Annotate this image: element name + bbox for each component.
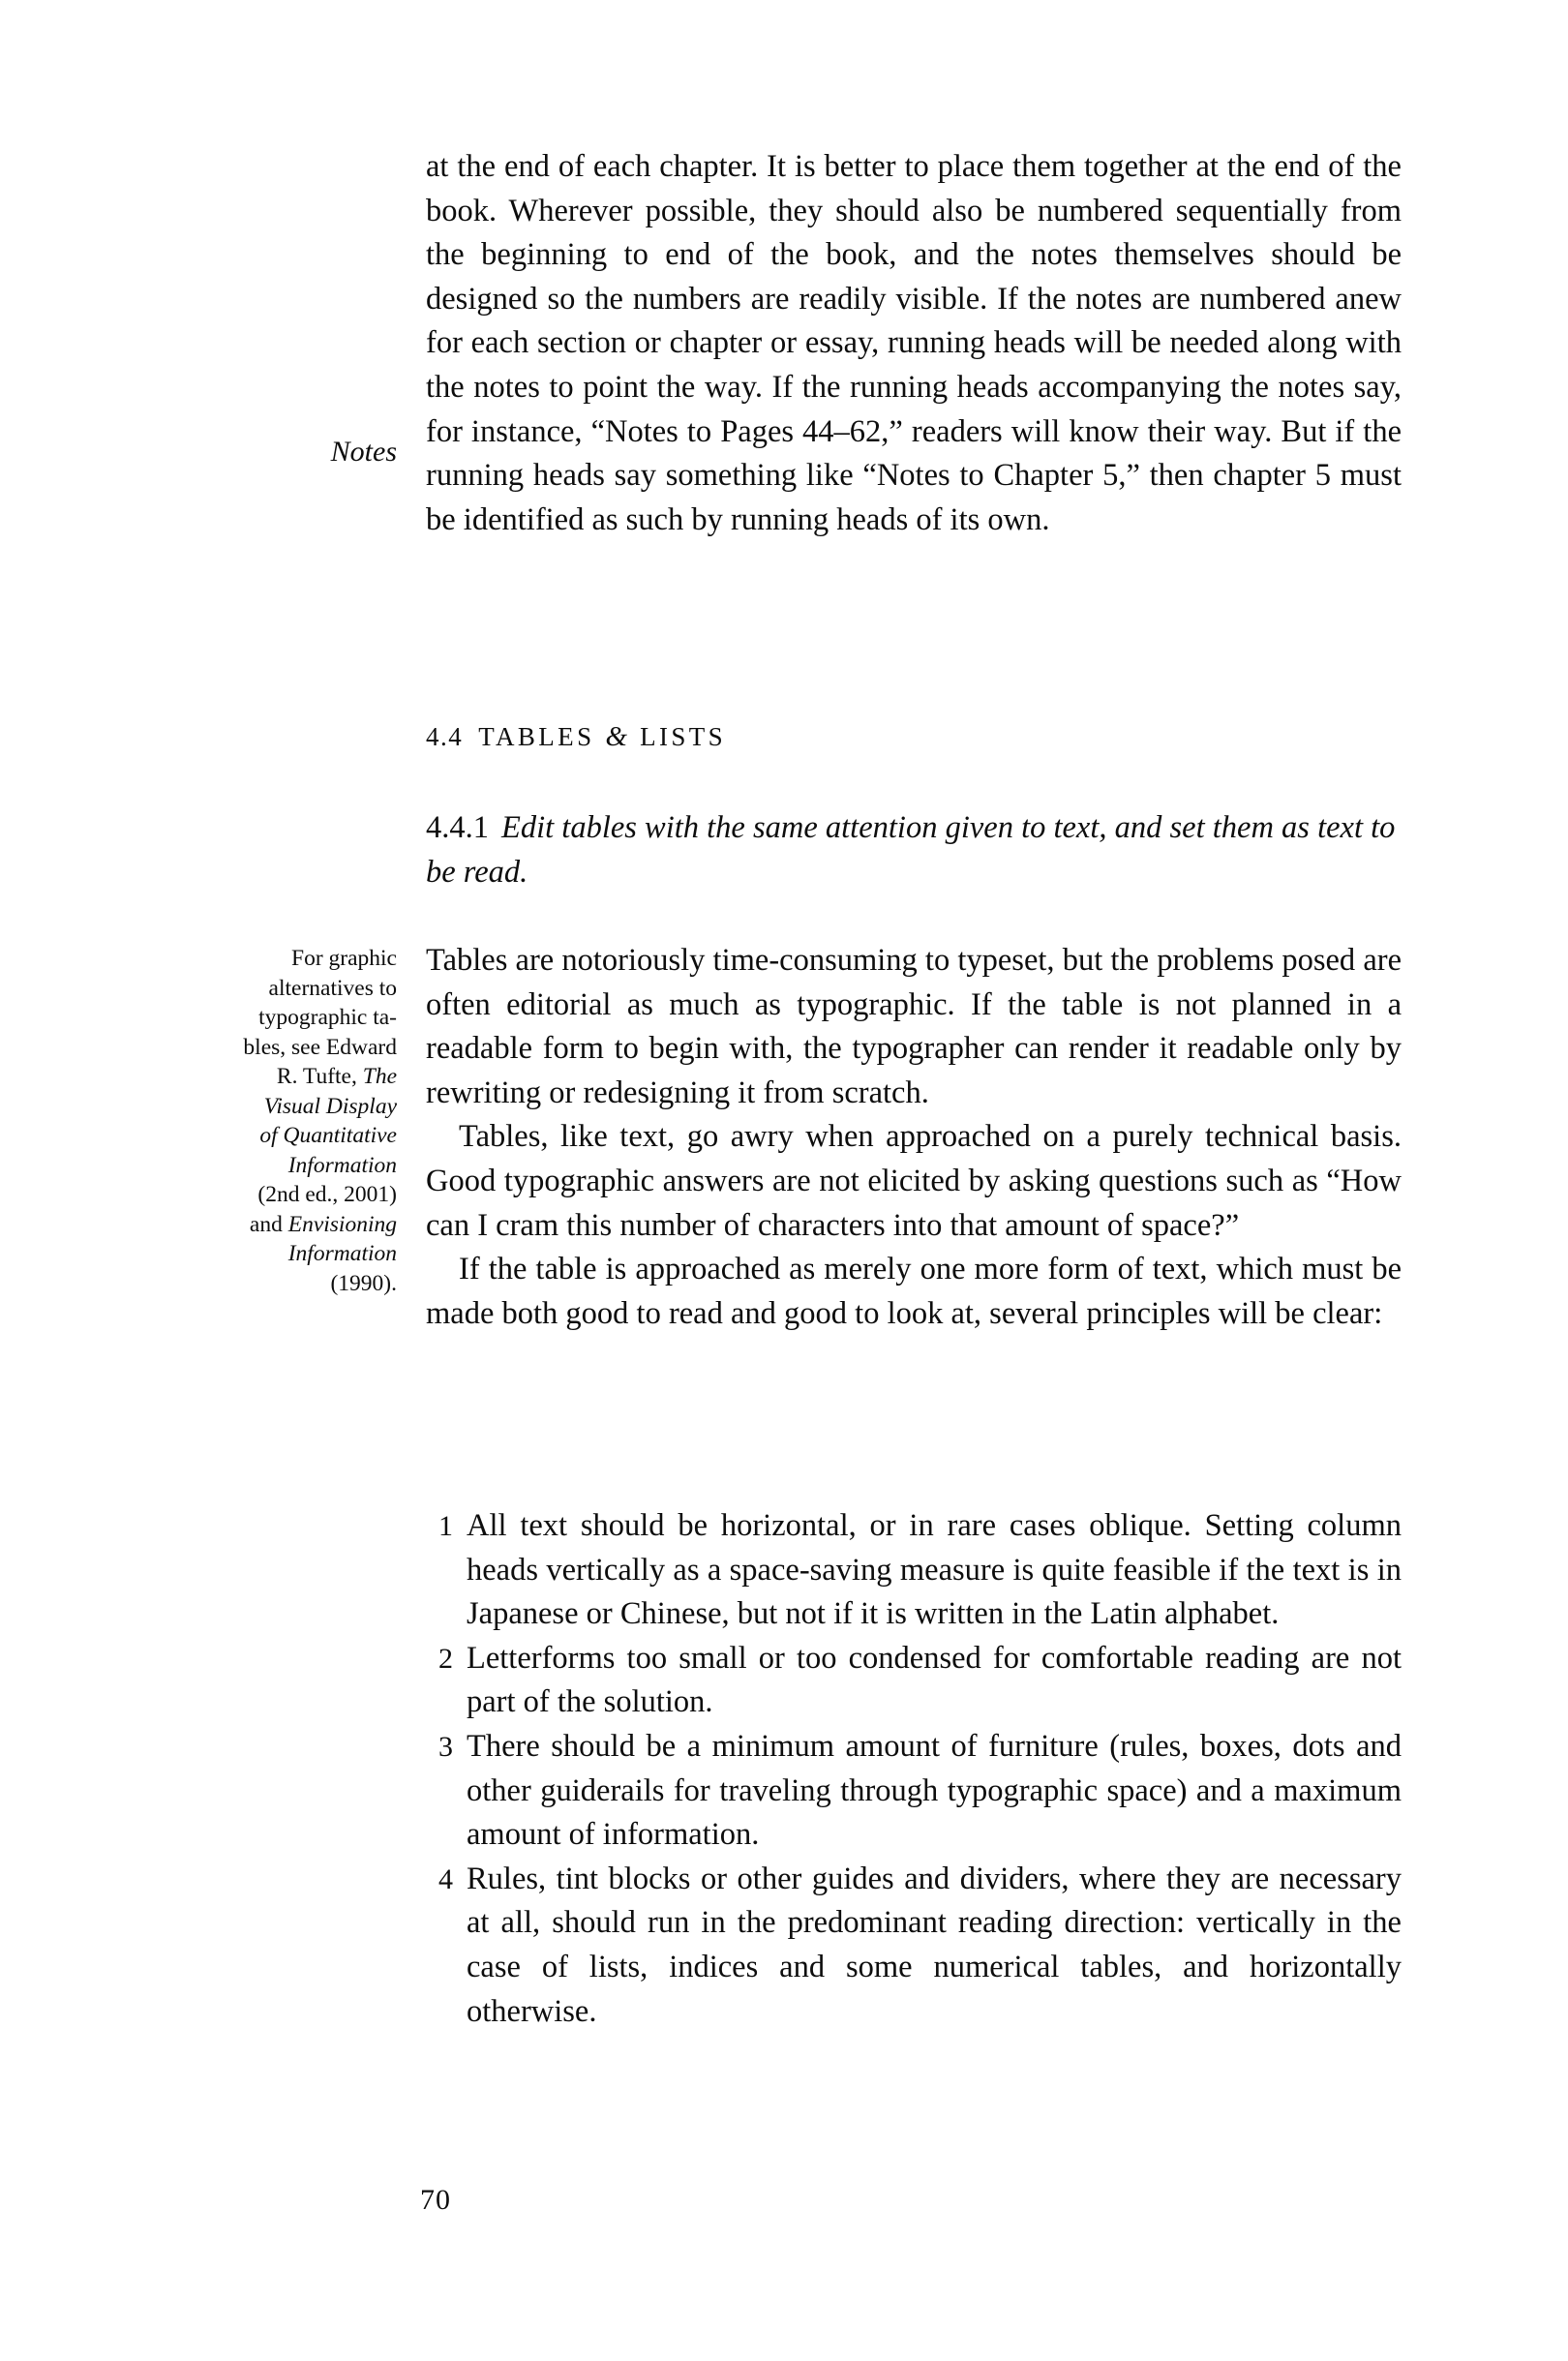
- margin-note-title-italic: The: [362, 1064, 397, 1089]
- body-block: [426, 939, 1402, 1336]
- margin-note-tufte-line: [174, 1210, 397, 1240]
- list-item-marker: 3: [438, 1730, 453, 1763]
- numbered-list-block: [438, 1504, 1402, 2034]
- subsection-heading-title: Edit tables with the same attention given to text, and set them as text to be read.: [426, 810, 1396, 890]
- section-heading: [426, 721, 1402, 753]
- margin-note-tufte-line: [174, 1239, 397, 1269]
- margin-note-tufte-line: [174, 1033, 397, 1063]
- paragraph-2: [426, 1115, 1402, 1248]
- margin-note-text: R. Tufte,: [276, 1064, 363, 1089]
- list-item-text: Letterforms too small or too condensed for comfortable reading are not part of the solution.: [467, 1640, 1402, 1720]
- list-item-text: All text should be horizontal, or in rare cases oblique. Setting column heads vertically as a space-saving measure is quite feasible if the text is in Japanese or Chinese, but not if it is written in the Latin alphabet.: [467, 1508, 1402, 1632]
- margin-note-text: (2nd ed., 2001): [257, 1182, 397, 1207]
- page-number: 70: [420, 2184, 451, 2216]
- section-heading-title-a: TABLES: [478, 722, 595, 751]
- margin-note-text: bles, see Edward: [243, 1034, 397, 1060]
- subsection-heading-number: 4.4.1: [426, 810, 489, 845]
- margin-note-text: and: [249, 1211, 288, 1237]
- margin-note-tufte-line: [174, 1180, 397, 1210]
- numbered-list: [438, 1504, 1402, 2034]
- margin-note-tufte-line: [174, 944, 397, 974]
- section-heading-number: 4.4: [426, 722, 464, 751]
- list-item-marker: 2: [438, 1642, 453, 1675]
- margin-note-tufte-line: [174, 974, 397, 1004]
- list-item-marker: 4: [438, 1862, 453, 1895]
- ampersand-glyph: &: [605, 721, 628, 752]
- margin-note-text: (1990).: [330, 1270, 397, 1296]
- margin-note-title-italic: Information: [287, 1152, 397, 1178]
- paragraph-continuation: at the end of each chapter. It is better to place them together at the end of the book. Wherever possible, they should also be numbered sequentially from the beginning to end of the book, and the notes themselves should be designed so the numbers are readily visible. If the notes are numbered anew for each section or chapter or essay, running heads will be needed along with the notes to point the way. If the running heads accompanying the notes say, for instance, “Notes to Pages 44–62,” readers will know their way. But if the running heads say something like “Notes to Chapter 5,” then chapter 5 must be identified as such by running heads of its own.: [426, 149, 1402, 537]
- section-heading-title-b: LISTS: [640, 722, 727, 751]
- margin-note-tufte-line: [174, 1092, 397, 1122]
- margin-note-tufte-line: [174, 1121, 397, 1151]
- margin-note-text: For graphic: [291, 946, 397, 971]
- margin-note-title-italic: Envisioning: [287, 1211, 397, 1237]
- list-item-text: There should be a minimum amount of furniture (rules, boxes, dots and other guiderails for traveling through typographic space) and a maximum amount of information.: [467, 1728, 1402, 1853]
- list-item: [438, 1637, 1402, 1725]
- list-item-marker: 1: [438, 1510, 453, 1542]
- paragraph-3-text: If the table is approached as merely one more form of text, which must be made both good to read and good to look at, several principles will be clear:: [426, 1252, 1402, 1331]
- margin-note-text: alternatives to: [268, 975, 397, 1001]
- list-item: [438, 1504, 1402, 1637]
- paragraph-1: Tables are notoriously time-consuming to typeset, but the problems posed are often editorial as much as typographic. If the table is not planned in a readable form to begin with, the typographer can render it readable only by rewriting or redesigning it from scratch.: [426, 943, 1402, 1110]
- paragraph-2-text: Tables, like text, go awry when approached on a purely technical basis. Good typographic answers are not elicited by asking questions such as “How can I cram this number of characters into that amount of space?”: [426, 1119, 1402, 1243]
- paragraph-3: [426, 1248, 1402, 1336]
- margin-note-tufte-line: [174, 1003, 397, 1033]
- margin-note-tufte-line: [174, 1151, 397, 1181]
- margin-note-tufte-line: [174, 1269, 397, 1299]
- paragraph-continuation-block: [426, 145, 1402, 542]
- margin-note-tufte-line: [174, 1062, 397, 1092]
- list-item-text: Rules, tint blocks or other guides and dividers, where they are necessary at all, should run in the predominant reading direction: vertically in the case of lists, indices and some numerical tables, and horizontally otherwise.: [467, 1861, 1402, 2029]
- subsection-heading-block: [426, 806, 1402, 894]
- margin-note-notes-label: Notes: [330, 436, 397, 468]
- list-item: [438, 1858, 1402, 2034]
- subsection-heading: [426, 806, 1402, 894]
- margin-note-title-italic: Information: [287, 1241, 397, 1266]
- margin-note-title-italic: Visual Display: [263, 1093, 397, 1119]
- list-item: [438, 1725, 1402, 1858]
- margin-note-tufte: [174, 944, 397, 1298]
- section-heading-block: [426, 721, 1402, 753]
- margin-note-title-italic: of Quantitative: [259, 1123, 397, 1148]
- margin-note-notes: [174, 434, 397, 470]
- margin-note-text: typographic ta-: [258, 1005, 397, 1030]
